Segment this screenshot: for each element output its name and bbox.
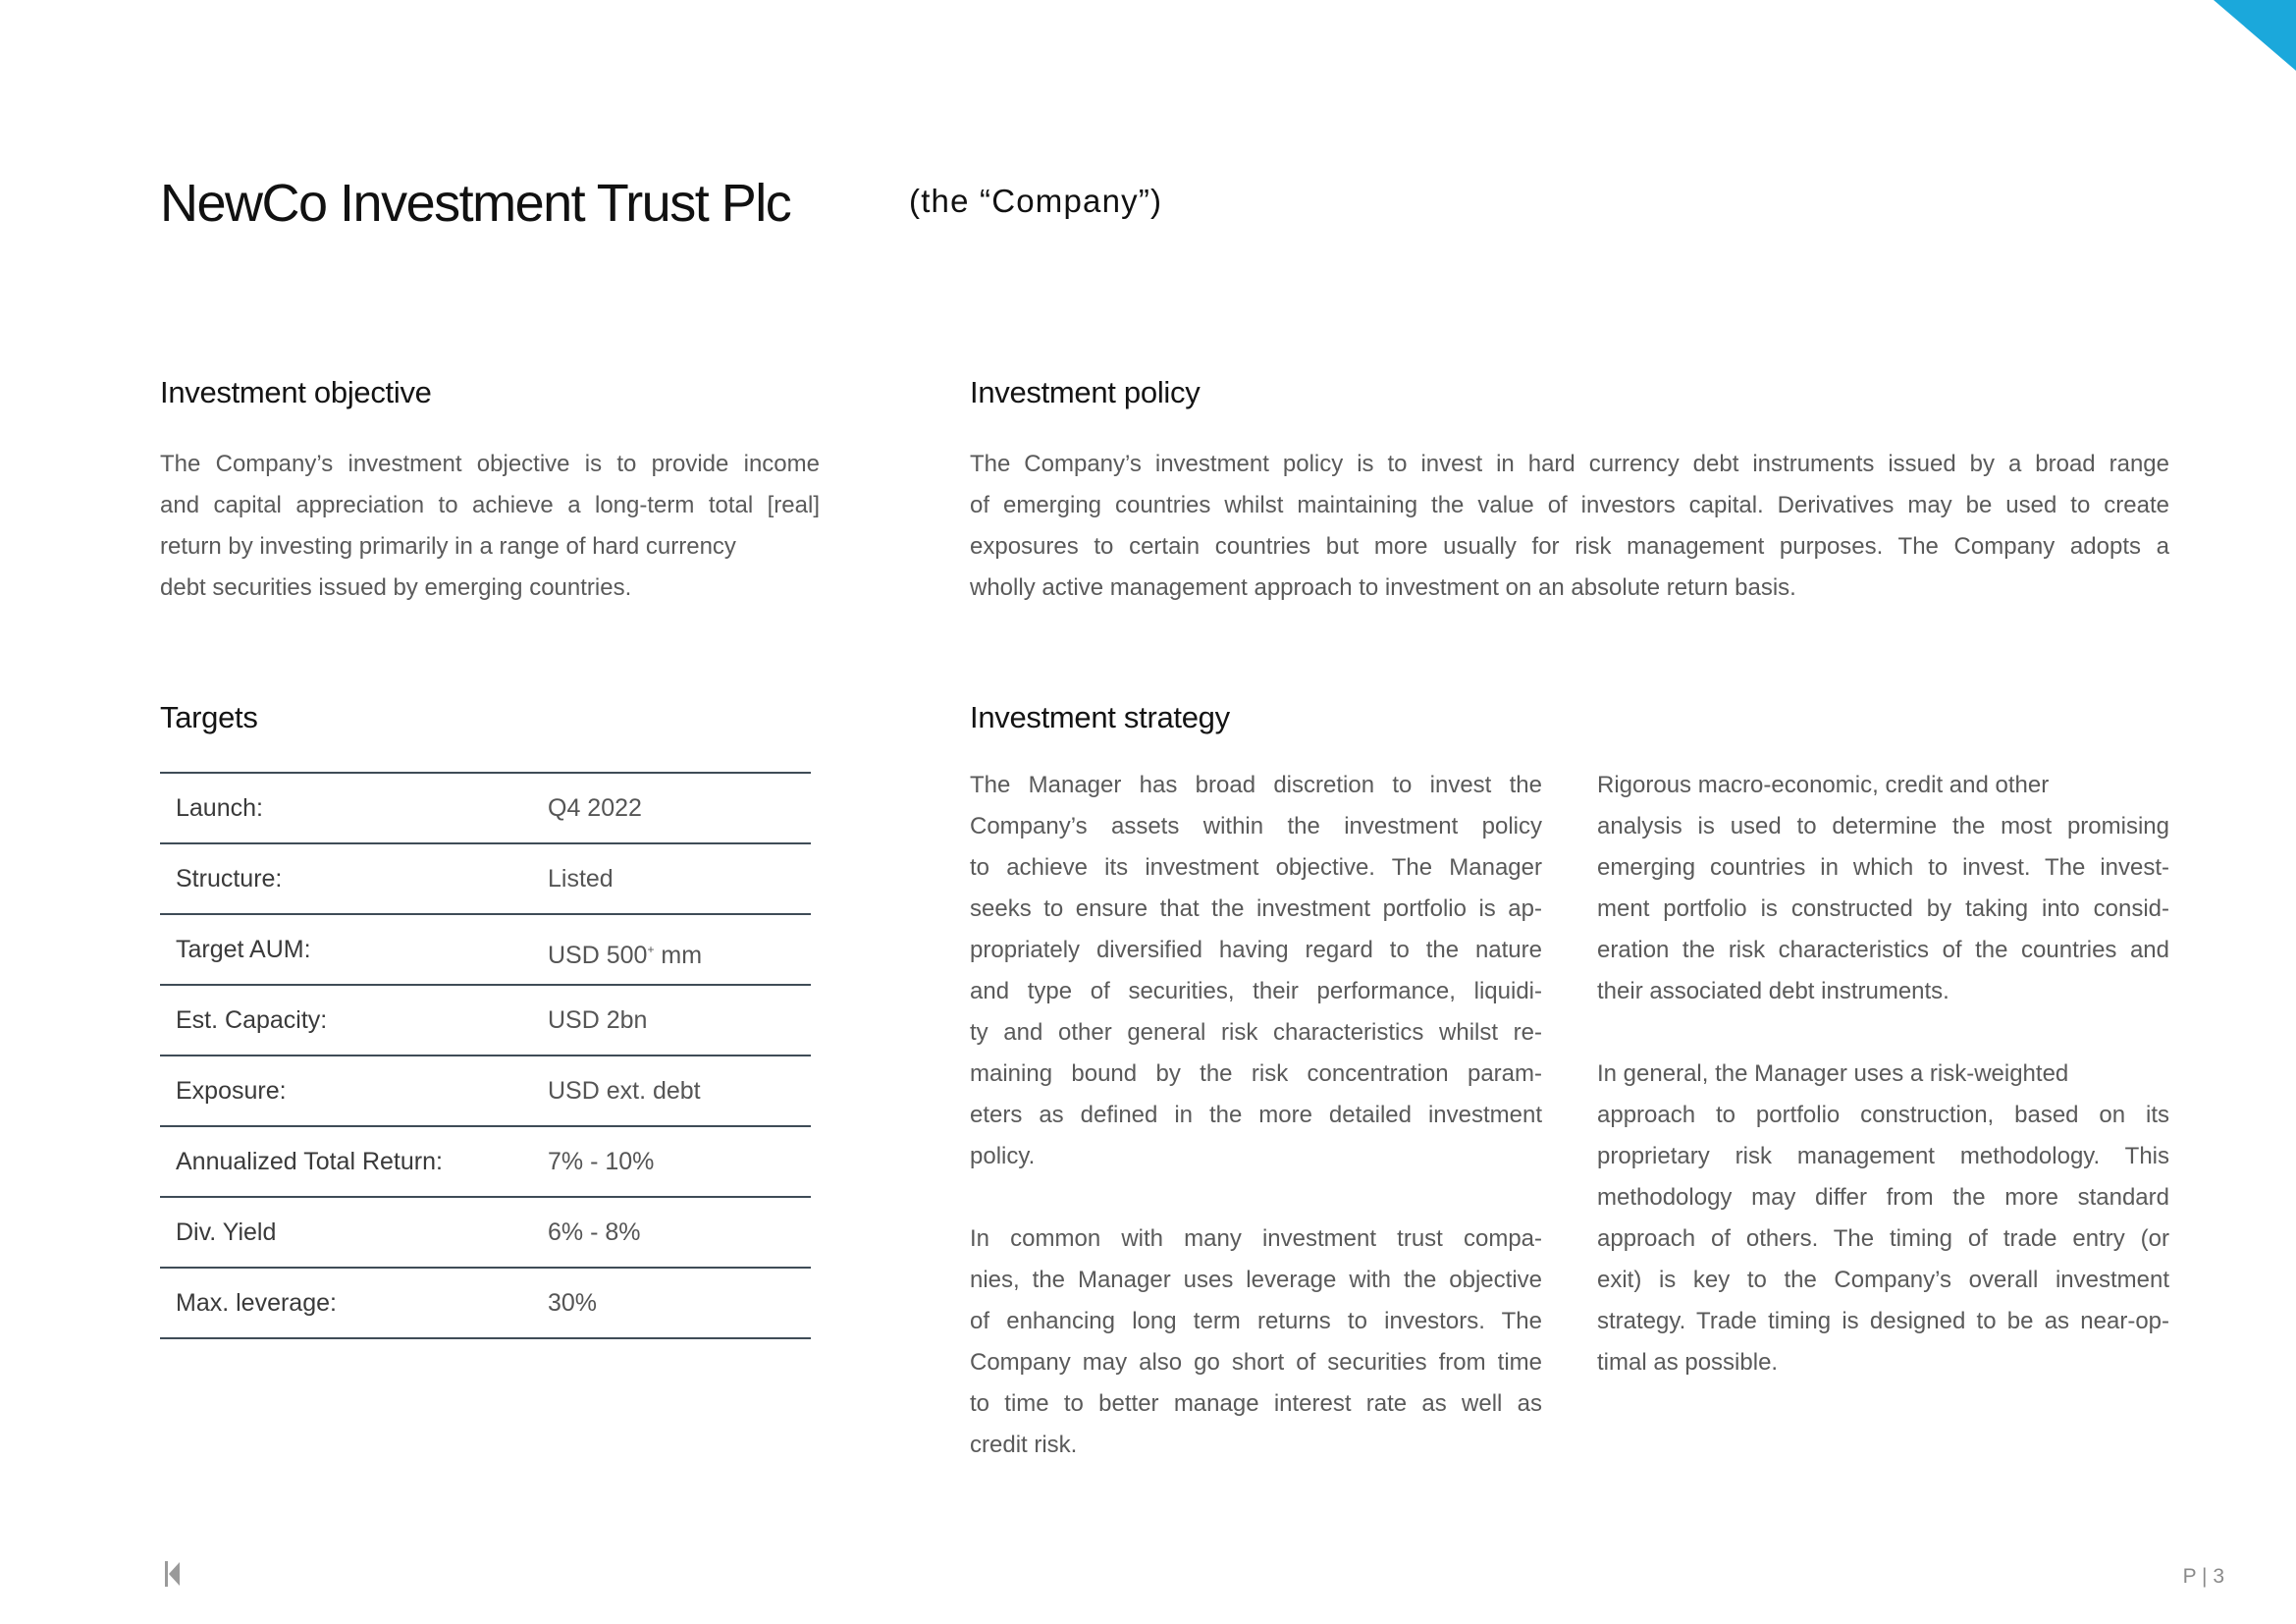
table-row bbox=[160, 1127, 811, 1198]
strategy-column-1 bbox=[970, 765, 1542, 1466]
row-label: Target AUM: bbox=[176, 936, 311, 963]
text-line: approach of others. The timing of trade entry (or bbox=[1597, 1225, 2169, 1252]
text-line: In general, the Manager uses a risk-weighted bbox=[1597, 1060, 2069, 1087]
policy-heading: Investment policy bbox=[970, 375, 1201, 409]
text-line: ty and other general risk characteristics whilst re- bbox=[970, 1019, 1542, 1046]
blank-line bbox=[1597, 1012, 2169, 1054]
table-row bbox=[160, 1056, 811, 1127]
targets-table bbox=[160, 772, 811, 1339]
text-line: timal as possible. bbox=[1597, 1349, 1779, 1376]
text-line: emerging countries in which to invest. The invest- bbox=[1597, 854, 2169, 881]
text-line: Company’s assets within the investment policy bbox=[970, 813, 1542, 839]
strategy-heading: Investment strategy bbox=[970, 700, 1230, 734]
row-value: 7% - 10% bbox=[548, 1148, 655, 1175]
policy-text bbox=[970, 444, 2169, 609]
targets-heading: Targets bbox=[160, 700, 258, 734]
objective-text bbox=[160, 444, 820, 609]
row-label: Exposure: bbox=[176, 1077, 287, 1105]
text-line: methodology may differ from the more standard bbox=[1597, 1184, 2169, 1211]
row-value: 6% - 8% bbox=[548, 1218, 641, 1246]
table-row bbox=[160, 986, 811, 1056]
text-line: policy. bbox=[970, 1143, 1036, 1169]
text-line: exposures to certain countries but more usually for risk management purposes. The Company adopts a bbox=[970, 533, 2169, 560]
text-line: seeks to ensure that the investment portfolio is ap- bbox=[970, 895, 1542, 922]
page-title: NewCo Investment Trust Plc bbox=[160, 174, 791, 233]
text-line: of enhancing long term returns to investors. The bbox=[970, 1308, 1542, 1334]
row-label: Div. Yield bbox=[176, 1218, 277, 1246]
skip-back-icon[interactable] bbox=[165, 1561, 181, 1587]
row-value-sup: + bbox=[647, 943, 655, 956]
table-row bbox=[160, 1198, 811, 1269]
text-line: The Company’s investment policy is to invest in hard currency debt instruments issued by a broad range bbox=[970, 451, 2169, 477]
text-line: exit) is key to the Company’s overall investment bbox=[1597, 1267, 2169, 1293]
text-line: return by investing primarily in a range of hard currency bbox=[160, 533, 736, 560]
page-number: P | 3 bbox=[2182, 1565, 2224, 1588]
row-value: Q4 2022 bbox=[548, 794, 642, 822]
text-line: Rigorous macro-economic, credit and other bbox=[1597, 772, 2050, 798]
row-label: Est. Capacity: bbox=[176, 1006, 328, 1034]
row-value bbox=[548, 915, 702, 990]
text-line: debt securities issued by emerging countries. bbox=[160, 574, 632, 601]
text-line: propriately diversified having regard to the nature bbox=[970, 937, 1542, 963]
row-value: USD ext. debt bbox=[548, 1077, 701, 1105]
text-line: to achieve its investment objective. The Manager bbox=[970, 854, 1542, 881]
text-line: proprietary risk management methodology. This bbox=[1597, 1143, 2169, 1169]
text-line: and type of securities, their performance, liquidi- bbox=[970, 978, 1542, 1004]
row-label: Structure: bbox=[176, 865, 283, 893]
text-line: ment portfolio is constructed by taking into consid- bbox=[1597, 895, 2169, 922]
page-subtitle: (the “Company”) bbox=[909, 183, 1163, 219]
row-label: Annualized Total Return: bbox=[176, 1148, 443, 1175]
row-value: USD 2bn bbox=[548, 1006, 648, 1034]
text-line: nies, the Manager uses leverage with the objective bbox=[970, 1267, 1542, 1293]
text-line: The Company’s investment objective is to provide income bbox=[160, 451, 820, 477]
table-row bbox=[160, 774, 811, 844]
row-value: Listed bbox=[548, 865, 614, 893]
text-line: to time to better manage interest rate as well as bbox=[970, 1390, 1542, 1417]
blank-line bbox=[970, 1177, 1542, 1218]
text-line: credit risk. bbox=[970, 1432, 1078, 1458]
strategy-column-2 bbox=[1597, 765, 2169, 1383]
corner-accent-triangle bbox=[2214, 0, 2296, 71]
table-row bbox=[160, 1269, 811, 1339]
table-row bbox=[160, 915, 811, 986]
text-line: eters as defined in the more detailed investment bbox=[970, 1102, 1542, 1128]
text-line: strategy. Trade timing is designed to be as near-op- bbox=[1597, 1308, 2169, 1334]
text-line: eration the risk characteristics of the countries and bbox=[1597, 937, 2169, 963]
objective-heading: Investment objective bbox=[160, 375, 432, 409]
text-line: Company may also go short of securities from time bbox=[970, 1349, 1542, 1376]
row-value: 30% bbox=[548, 1289, 598, 1317]
row-value-main: USD 500 bbox=[548, 942, 648, 969]
text-line: analysis is used to determine the most promising bbox=[1597, 813, 2169, 839]
row-label: Launch: bbox=[176, 794, 263, 822]
text-line: maining bound by the risk concentration param- bbox=[970, 1060, 1542, 1087]
row-label: Max. leverage: bbox=[176, 1289, 337, 1317]
text-line: approach to portfolio construction, based on its bbox=[1597, 1102, 2169, 1128]
text-line: In common with many investment trust compa- bbox=[970, 1225, 1542, 1252]
text-line: The Manager has broad discretion to invest the bbox=[970, 772, 1542, 798]
text-line: and capital appreciation to achieve a long-term total [real] bbox=[160, 492, 820, 518]
text-line: wholly active management approach to investment on an absolute return basis. bbox=[970, 574, 1796, 601]
text-line: of emerging countries whilst maintaining the value of investors capital. Derivatives may be used to create bbox=[970, 492, 2169, 518]
text-line: their associated debt instruments. bbox=[1597, 978, 1949, 1004]
row-value-suffix: mm bbox=[654, 942, 703, 969]
table-row bbox=[160, 844, 811, 915]
